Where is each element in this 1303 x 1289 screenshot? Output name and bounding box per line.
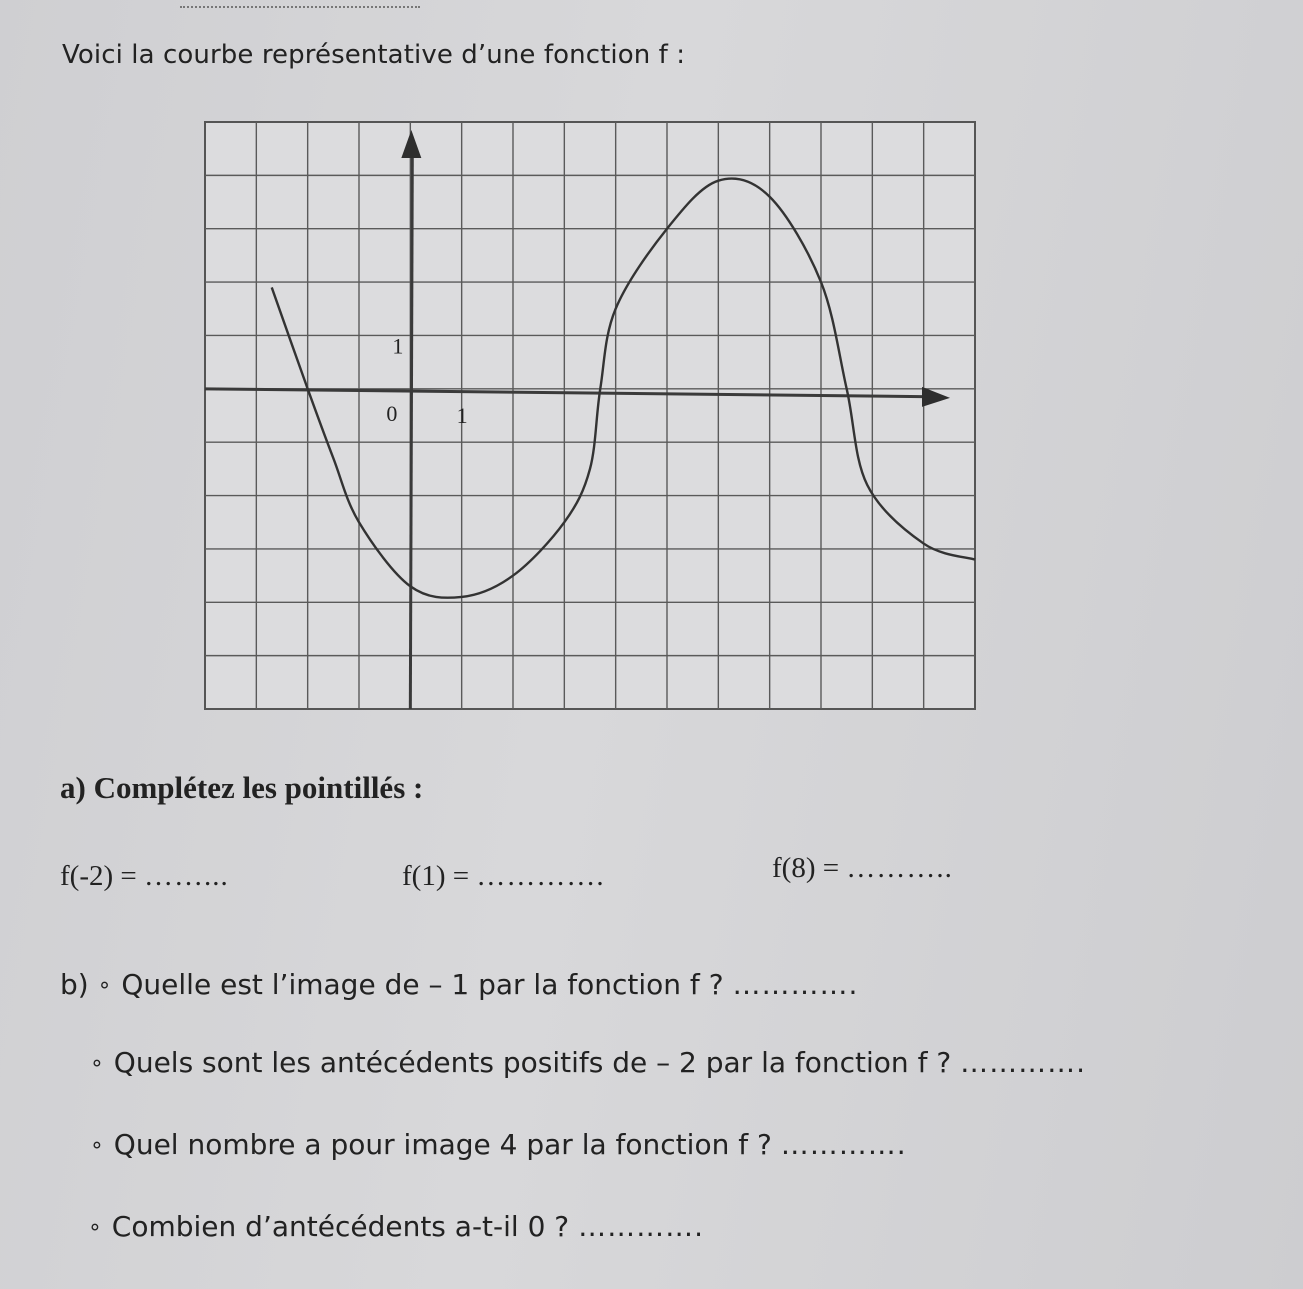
question-3 <box>90 1128 907 1161</box>
top-scribble <box>180 0 420 8</box>
bullet-icon: ∘ <box>90 1051 104 1076</box>
question-4 <box>88 1210 704 1243</box>
function-graph <box>200 118 980 713</box>
answer-blank[interactable]: …………. <box>960 1046 1087 1079</box>
question-text: Quels sont les antécédents positifs de – 2 par la fonction f ? <box>113 1046 952 1079</box>
section-a-title: a) Complétez les pointillés : <box>60 770 424 805</box>
fill-item-3 <box>772 852 953 885</box>
fill-expression: f(8) = <box>772 852 840 884</box>
origin-label: 0 <box>386 400 398 426</box>
answer-blank[interactable]: …………. <box>578 1210 704 1243</box>
question-2 <box>90 1046 1086 1079</box>
question-1 <box>60 968 858 1001</box>
question-text: Combien d’antécédents a-t-il 0 ? <box>111 1210 570 1243</box>
bullet-icon: ∘ <box>88 1215 102 1240</box>
bullet-icon: ∘ <box>97 973 112 998</box>
bullet-icon: ∘ <box>90 1133 104 1158</box>
fill-blank[interactable]: ……... <box>143 860 229 892</box>
answer-blank[interactable]: …………. <box>780 1128 907 1161</box>
graph-grid <box>205 122 975 709</box>
question-text: Quel nombre a pour image 4 par la fonction f ? <box>113 1128 772 1161</box>
x-unit-label: 1 <box>456 402 468 428</box>
y-unit-label: 1 <box>392 333 404 359</box>
fill-item-1 <box>60 860 229 893</box>
intro-text: Voici la courbe représentative d’une fonction f : <box>62 40 686 70</box>
question-text: Quelle est l’image de – 1 par la fonction f ? <box>121 968 724 1001</box>
fill-blank[interactable]: ……….. <box>846 852 953 884</box>
section-b-prefix: b) <box>60 968 89 1001</box>
fill-expression: f(1) = <box>402 860 470 892</box>
fill-expression: f(-2) = <box>60 860 137 892</box>
fill-blank[interactable]: …………. <box>476 860 605 892</box>
answer-blank[interactable]: …………. <box>732 968 859 1001</box>
fill-item-2 <box>402 860 605 893</box>
